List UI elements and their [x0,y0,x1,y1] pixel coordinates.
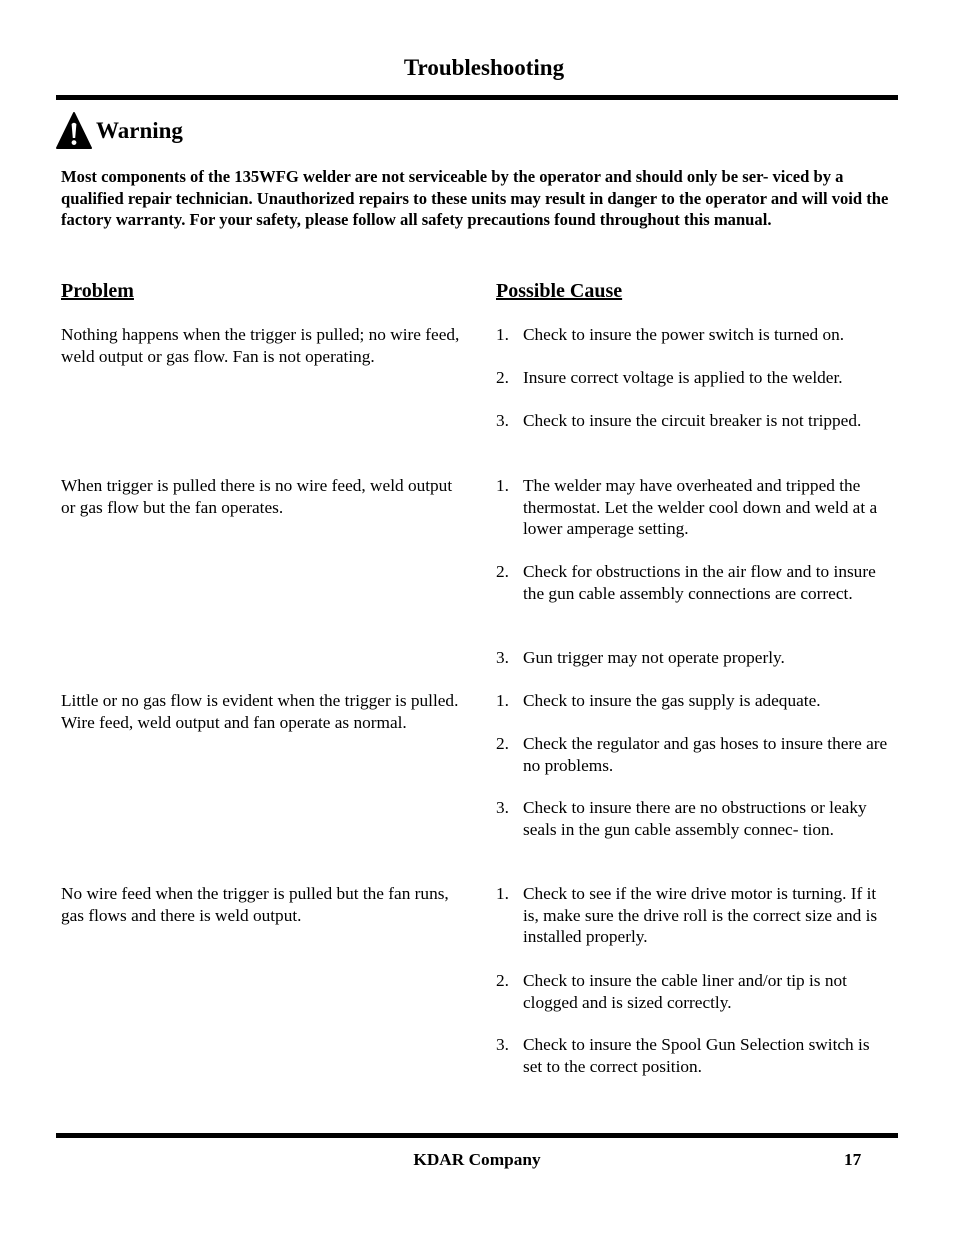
bottom-divider [56,1133,898,1138]
cause-number: 1. [496,691,509,710]
warning-heading [56,112,183,150]
problem-text: When trigger is pulled there is no wire feed, weld output or gas flow but the fan operates. [61,476,453,517]
cause-text: Gun trigger may not operate properly. [523,648,785,667]
cause-text: Check to insure there are no obstructions or leaky seals in the gun cable assembly connec- tion. [523,798,867,839]
cause-item [496,367,891,389]
cause-text: Check the regulator and gas hoses to insure there are no problems. [523,734,888,775]
cause-item [496,733,891,776]
cause-text: Check to insure the circuit breaker is not tripped. [523,411,862,430]
cause-text: Insure correct voltage is applied to the welder. [523,368,843,387]
cause-item [496,690,891,712]
cause-item [496,970,891,1013]
cause-text: Check to insure the power switch is turned on. [523,325,845,344]
warning-text: Most components of the 135WFG welder are not serviceable by the operator and should only be ser- viced by a qualified repair technician. Unauthorized repairs to these units may result in danger to the operator and will void the factory warranty. For your safety, please follow all safety precautions found throughout this manual. [61,167,889,230]
page-number: 17 [844,1150,862,1169]
cause-item [496,324,891,346]
cause-number: 2. [496,562,509,581]
problem-text: Nothing happens when the trigger is pulled; no wire feed, weld output or gas flow. Fan is not operating. [61,325,460,366]
cause-item [496,647,891,669]
problem-text: No wire feed when the trigger is pulled but the fan runs, gas flows and there is weld output. [61,884,449,925]
problem-text: Little or no gas flow is evident when the trigger is pulled. Wire feed, weld output and fan operate as normal. [61,691,459,732]
cause-text: Check to insure the cable liner and/or tip is not clogged and is sized correctly. [523,971,847,1012]
warning-title: Warning [96,118,183,143]
cause-text: The welder may have overheated and tripped the thermostat. Let the welder cool down and weld at a lower amperage setting. [523,476,878,539]
cause-text: Check to insure the gas supply is adequate. [523,691,821,710]
cause-number: 3. [496,411,509,430]
page-title: Troubleshooting [403,55,565,80]
cause-item [496,797,891,840]
problem-column-heading: Problem [61,280,134,302]
cause-text: Check to insure the Spool Gun Selection switch is set to the correct position. [523,1035,870,1076]
cause-item [496,1034,891,1077]
cause-number: 3. [496,648,509,667]
cause-item [496,561,891,604]
cause-number: 1. [496,325,509,344]
cause-number: 2. [496,971,509,990]
cause-item [496,410,891,432]
cause-number: 1. [496,476,509,495]
cause-text: Check to see if the wire drive motor is turning. If it is, make sure the drive roll is the correct size and is installed properly. [523,884,878,947]
cause-number: 2. [496,368,509,387]
warning-triangle-icon [56,112,92,150]
cause-number: 1. [496,884,509,903]
top-divider [56,95,898,100]
cause-item [496,883,891,948]
cause-number: 2. [496,734,509,753]
cause-column-heading: Possible Cause [496,280,623,302]
footer-company: KDAR Company [413,1150,541,1169]
cause-item [496,475,891,540]
cause-number: 3. [496,1035,509,1054]
cause-number: 3. [496,798,509,817]
cause-text: Check for obstructions in the air flow and to insure the gun cable assembly connections are correct. [523,562,876,603]
